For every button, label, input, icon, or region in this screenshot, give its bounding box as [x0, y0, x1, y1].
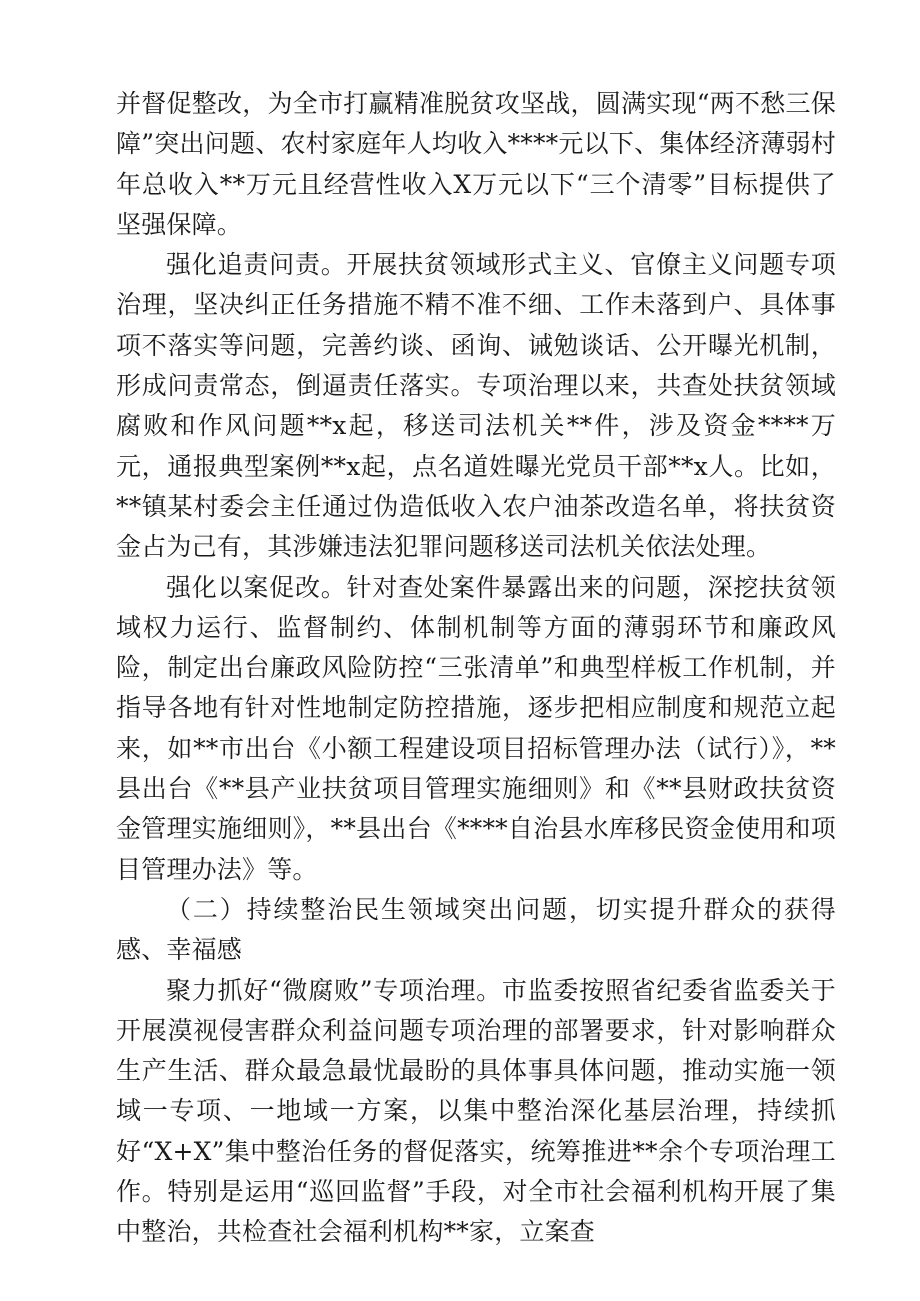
paragraph-continuation: 并督促整改，为全市打赢精准脱贫攻坚战，圆满实现“两不愁三保障”突出问题、农村家庭年人均收入****元以下、集体经济薄弱村年总收入**万元且经营性收入X万元以下“三个清零”目标提供了坚强保障。 — [116, 89, 836, 239]
document-body — [116, 84, 836, 1253]
paragraph-accountability: 强化追责问责。开展扶贫领域形式主义、官僚主义问题专项治理，坚决纠正任务措施不精不准不细、工作未落到户、具体事项不落实等问题，完善约谈、函询、诫勉谈话、公开曝光机制，形成问责常态，倒逼责任落实。专项治理以来，共查处扶贫领域腐败和作风问题**x起，移送司法机关**件，涉及资金****万元，通报典型案例**x起，点名道姓曝光党员干部**x人。比如，**镇某村委会主任通过伪造低收入农户油茶改造名单，将扶贫资金占为己有，其涉嫌违法犯罪问题移送司法机关依法处理。 — [116, 250, 836, 562]
section-heading-2: （二）持续整治民生领域突出问题，切实提升群众的获得感、幸福感 — [116, 894, 836, 965]
paragraph-case-reform: 强化以案促改。针对查处案件暴露出来的问题，深挖扶贫领域权力运行、监督制约、体制机制等方面的薄弱环节和廉政风险，制定出台廉政风险防控“三张清单”和典型样板工作机制，并指导各地有针对性地制定防控措施，逐步把相应制度和规范立起来，如**市出台《小额工程建设项目招标管理办法（试行）》，**县出台《**县产业扶贫项目管理实施细则》和《**县财政扶贫资金管理实施细则》，**县出台《****自治县水库移民资金使用和项目管理办法》等。 — [116, 572, 836, 884]
paragraph-micro-corruption: 聚力抓好“微腐败”专项治理。市监委按照省纪委省监委关于开展漠视侵害群众利益问题专项治理的部署要求，针对影响群众生产生活、群众最急最忧最盼的具体事具体问题，推动实施一领域一专项、一地域一方案，以集中整治深化基层治理，持续抓好“X+X”集中整治任务的督促落实，统筹推进**余个专项治理工作。特别是运用“巡回监督”手段，对全市社会福利机构开展了集中整治，共检查社会福利机构**家，立案查 — [116, 975, 836, 1247]
